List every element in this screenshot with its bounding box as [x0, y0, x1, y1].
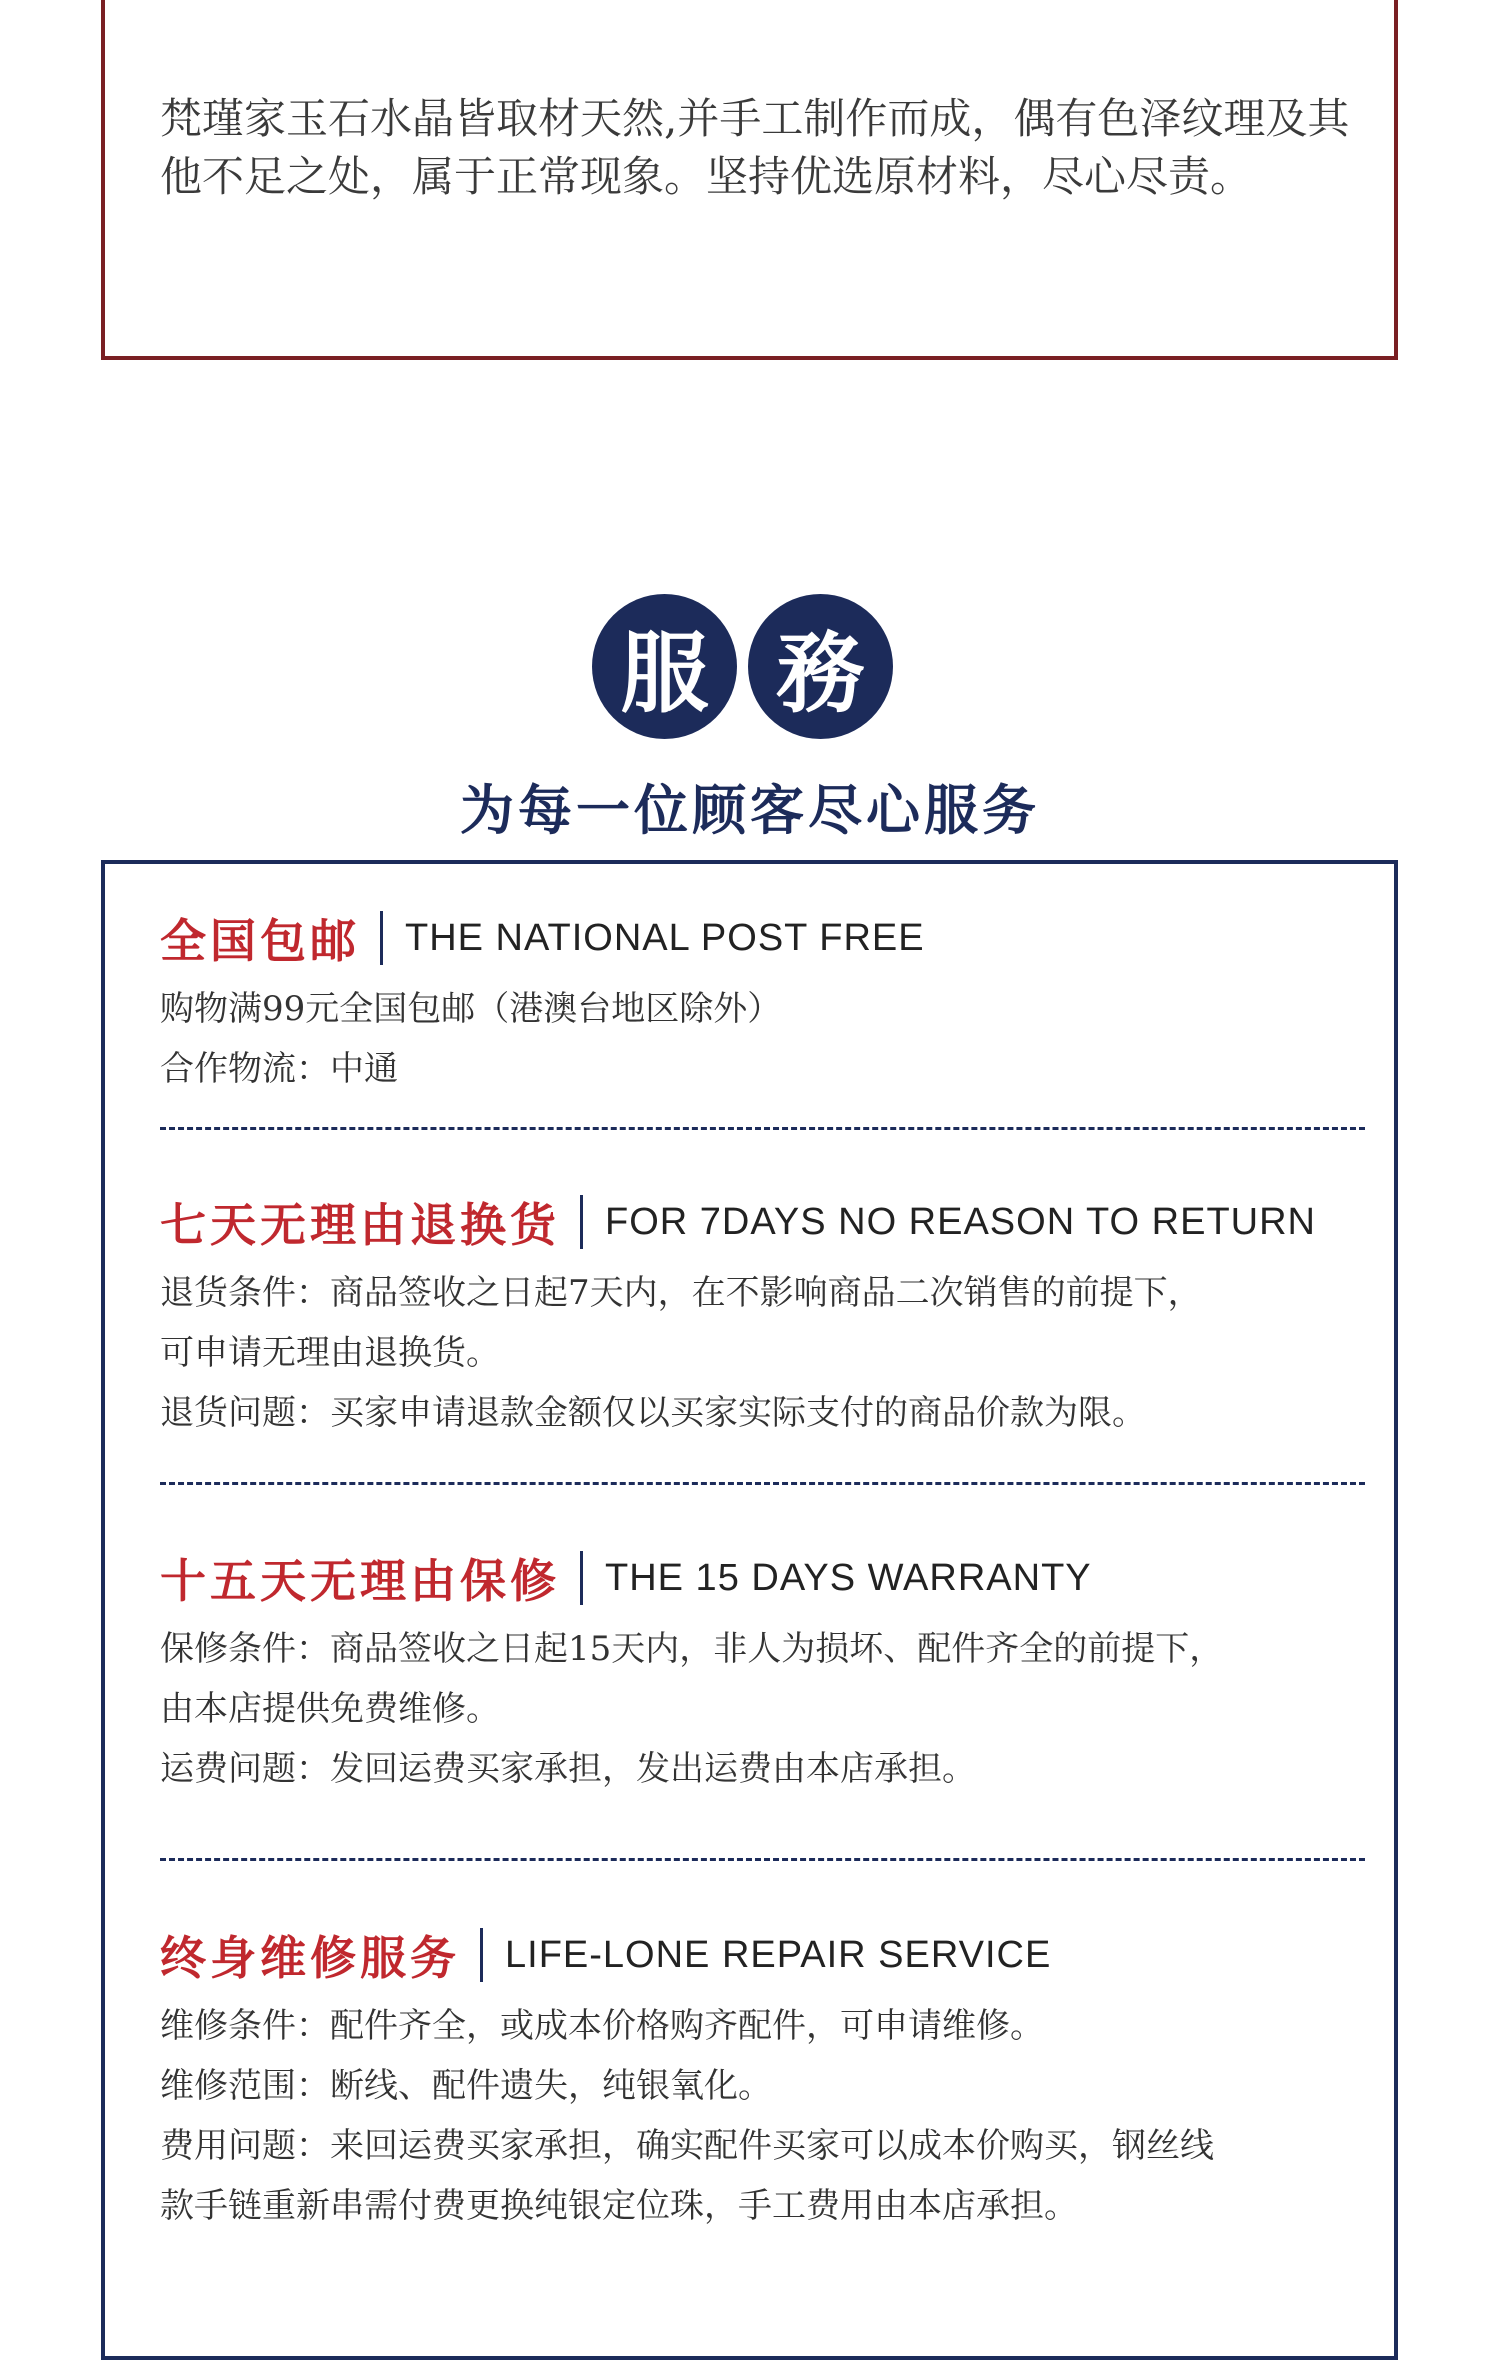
section-line: 退货问题：买家申请退款金额仅以买家实际支付的商品价款为限。 — [160, 1393, 1146, 1433]
section-body — [160, 1996, 1360, 2236]
section-national-post-free — [160, 907, 1360, 1099]
section-line: 退货条件：商品签收之日起7天内，在不影响商品二次销售的前提下， — [160, 1273, 1202, 1313]
section-line: 合作物流：中通 — [160, 1049, 398, 1089]
title-circle-2: 務 — [748, 594, 893, 739]
section-body — [160, 1263, 1360, 1443]
section-line: 购物满99元全国包邮（港澳台地区除外） — [160, 989, 782, 1029]
section-line: 费用问题：来回运费买家承担，确实配件买家可以成本价购买，钢丝线 — [160, 2126, 1214, 2166]
section-line: 款手链重新串需付费更换纯银定位珠，手工费用由本店承担。 — [160, 2186, 1078, 2226]
section-line: 运费问题：发回运费买家承担，发出运费由本店承担。 — [160, 1749, 976, 1789]
service-title — [592, 594, 892, 740]
section-7-day-return — [160, 1191, 1360, 1443]
notice-text: 梵瑾家玉石水晶皆取材天然,并手工制作而成，偶有色泽纹理及其他不足之处，属于正常现象。坚持优选原材料，尽心尽责。 — [160, 94, 1350, 201]
section-heading — [160, 907, 1360, 969]
section-lifelong-repair — [160, 1924, 1360, 2236]
section-title-cn: 全国包邮 — [160, 914, 360, 968]
section-heading — [160, 1547, 1360, 1609]
section-line: 维修条件：配件齐全，或成本价格购齐配件，可申请维修。 — [160, 2006, 1044, 2046]
section-title-en: LIFE-LONE REPAIR SERVICE — [505, 1933, 1052, 1976]
section-15-day-warranty — [160, 1547, 1360, 1799]
dashed-divider — [160, 1482, 1365, 1485]
section-line: 由本店提供免费维修。 — [160, 1689, 500, 1729]
title-circle-1: 服 — [592, 594, 737, 739]
section-line: 可申请无理由退换货。 — [160, 1333, 500, 1373]
section-title-cn: 终身维修服务 — [160, 1931, 460, 1985]
heading-divider — [380, 911, 383, 965]
section-title-en: THE 15 DAYS WARRANTY — [605, 1556, 1092, 1599]
dashed-divider — [160, 1127, 1365, 1130]
section-line: 保修条件：商品签收之日起15天内，非人为损坏、配件齐全的前提下， — [160, 1629, 1224, 1669]
section-title-en: THE NATIONAL POST FREE — [405, 916, 925, 959]
heading-divider — [480, 1928, 483, 1982]
service-subtitle: 为每一位顾客尽心服务 — [460, 778, 1040, 842]
heading-divider — [580, 1195, 583, 1249]
dashed-divider — [160, 1858, 1365, 1861]
section-heading — [160, 1924, 1360, 1986]
section-title-cn: 十五天无理由保修 — [160, 1554, 560, 1608]
service-box — [101, 860, 1398, 2360]
notice-box — [101, 0, 1398, 360]
heading-divider — [580, 1551, 583, 1605]
section-line: 维修范围：断线、配件遗失，纯银氧化。 — [160, 2066, 772, 2106]
section-heading — [160, 1191, 1360, 1253]
section-body — [160, 979, 1360, 1099]
section-title-cn: 七天无理由退换货 — [160, 1198, 560, 1252]
section-title-en: FOR 7DAYS NO REASON TO RETURN — [605, 1200, 1316, 1243]
section-body — [160, 1619, 1360, 1799]
